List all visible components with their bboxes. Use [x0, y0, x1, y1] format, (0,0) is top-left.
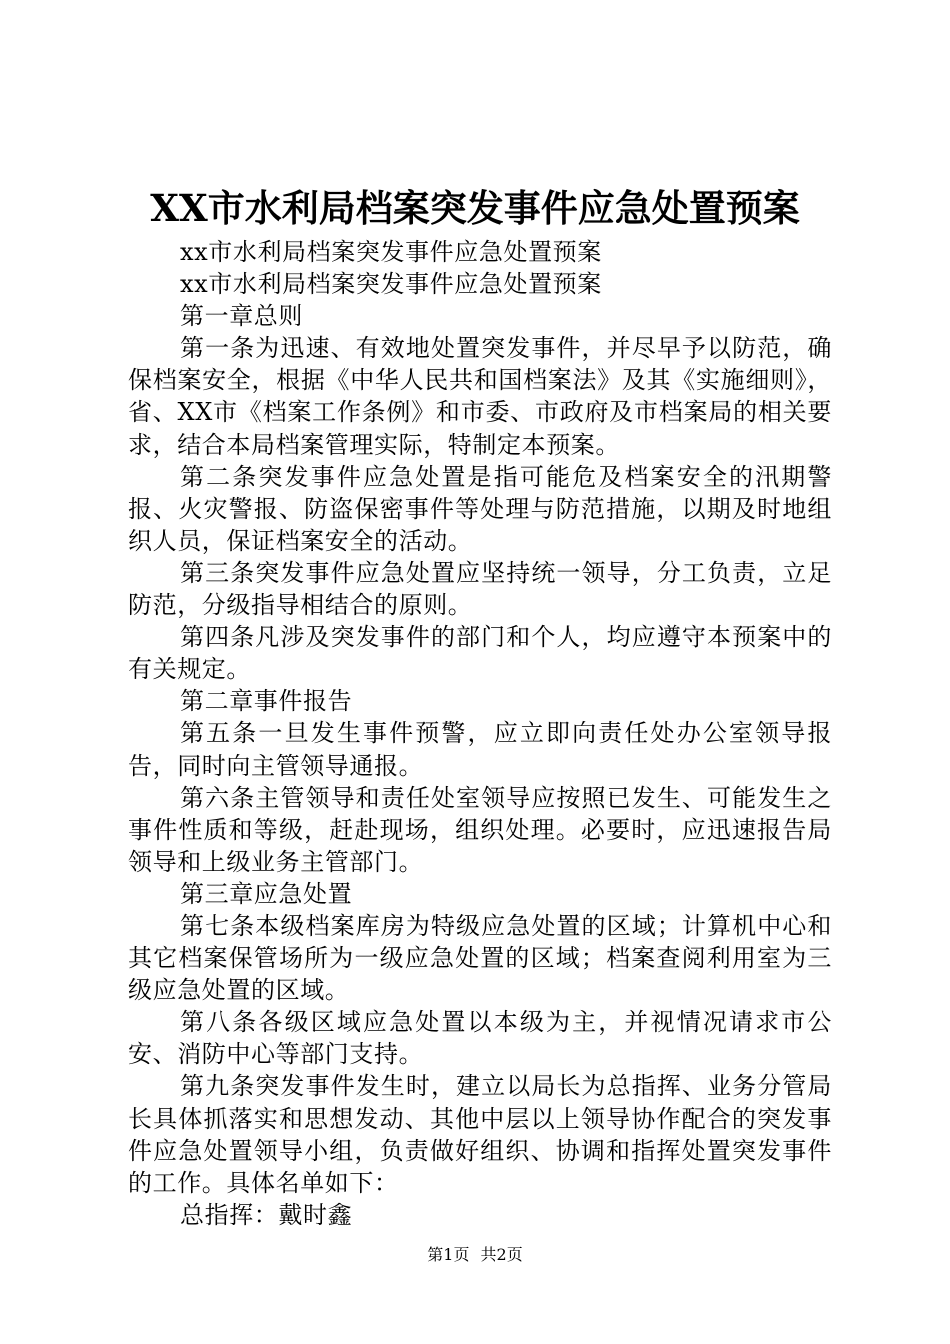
- article-1: 第一条为迅速、有效地处置突发事件，并尽早予以防范，确保档案安全，根据《中华人民共和国档案法》及其《实施细则》，省、XX市《档案工作条例》和市委、市政府及市档案局的相关要求，结合本局档案管理实际，特制定本预案。: [128, 334, 832, 459]
- commander-line: 总指挥：戴时鑫: [180, 1200, 353, 1229]
- page-footer: [0, 1244, 950, 1266]
- article-2: 第二条突发事件应急处置是指可能危及档案安全的汛期警报、火灾警报、防盗保密事件等处理与防范措施，以期及时地组织人员，保证档案安全的活动。: [128, 462, 832, 555]
- paragraph-subtitle-1: xx市水利局档案突发事件应急处置预案: [180, 238, 602, 266]
- article-9: 第九条突发事件发生时，建立以局长为总指挥、业务分管局长具体抓落实和思想发动、其他中层以上领导协作配合的突发事件应急处置领导小组，负责做好组织、协调和指挥处置突发事件的工作。具体名单如下：: [128, 1072, 832, 1197]
- page-number: 第1页: [427, 1245, 470, 1264]
- article-7: 第七条本级档案库房为特级应急处置的区域；计算机中心和其它档案保管场所为一级应急处置的区域；档案查阅利用室为三级应急处置的区域。: [128, 911, 832, 1005]
- paragraph-subtitle-2: xx市水利局档案突发事件应急处置预案: [180, 270, 602, 299]
- article-8: 第八条各级区域应急处置以本级为主，并视情况请求市公安、消防中心等部门支持。: [128, 1008, 832, 1069]
- chapter-heading-1: 第一章总则: [180, 302, 303, 331]
- article-3: 第三条突发事件应急处置应坚持统一领导，分工负责，立足防范，分级指导相结合的原则。: [128, 558, 832, 620]
- chapter-heading-3: 第三章应急处置: [180, 879, 353, 908]
- total-pages: 共2页: [480, 1245, 523, 1264]
- article-5: 第五条一旦发生事件预警，应立即向责任处办公室领导报告，同时向主管领导通报。: [128, 719, 832, 780]
- document-title: XX市水利局档案突发事件应急处置预案: [150, 186, 800, 230]
- document-body: [128, 236, 832, 1231]
- article-6: 第六条主管领导和责任处室领导应按照已发生、可能发生之事件性质和等级，赶赴现场，组织处理。必要时，应迅速报告局领导和上级业务主管部门。: [128, 783, 832, 876]
- chapter-heading-2: 第二章事件报告: [180, 687, 353, 716]
- article-4: 第四条凡涉及突发事件的部门和个人，均应遵守本预案中的有关规定。: [128, 623, 832, 684]
